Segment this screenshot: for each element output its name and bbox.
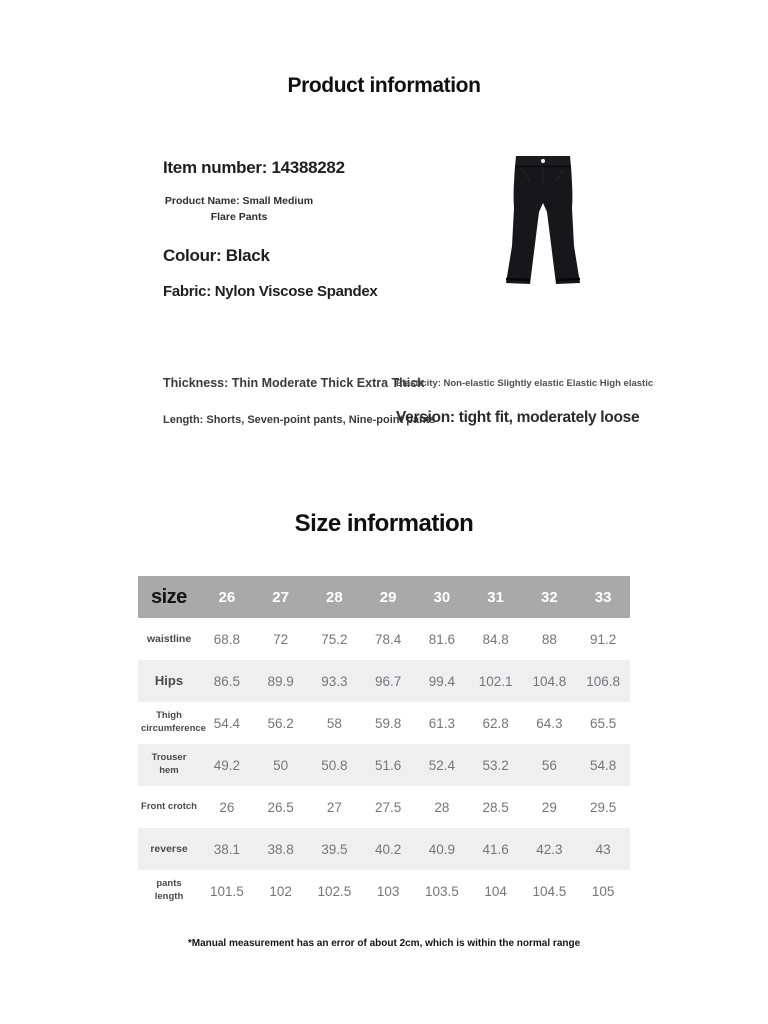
measurement-cell: 54.4 — [213, 715, 241, 731]
measurement-cell: 40.9 — [428, 841, 456, 857]
size-section-title: Size information — [294, 510, 474, 537]
product-info-section — [0, 148, 768, 367]
row-label: waistline — [146, 632, 192, 645]
row-label: reverse — [150, 842, 188, 855]
product-fields — [163, 158, 377, 300]
product-name-text: Product Name: Small Medium Flare Pants — [164, 195, 314, 223]
colour-text: Colour: Black — [163, 245, 270, 265]
size-column-header: 33 — [594, 588, 612, 606]
measurement-cell: 40.2 — [374, 841, 402, 857]
measurement-cell: 96.7 — [374, 673, 402, 689]
measurement-cell: 27.5 — [374, 799, 402, 815]
measurement-cell: 61.3 — [428, 715, 456, 731]
size-column-header: 31 — [487, 588, 504, 606]
measurement-cell: 84.8 — [482, 631, 509, 647]
table-row — [138, 870, 630, 912]
measurement-cell: 106.8 — [586, 673, 621, 689]
measurement-cell: 81.6 — [428, 631, 456, 647]
measurement-cell: 49.2 — [213, 757, 241, 773]
measurement-cell: 43 — [595, 841, 611, 857]
measurement-cell: 75.2 — [321, 631, 348, 647]
length-text: Length: Shorts, Seven-point pants, Nine-point pants — [163, 414, 436, 426]
measurement-cell: 59.8 — [374, 715, 402, 731]
row-label: Trouser hem — [151, 752, 187, 776]
measurement-cell: 42.3 — [536, 841, 563, 857]
elasticity-text: Elasticity: Non-elastic Slightly elastic Elastic High elastic — [396, 378, 654, 389]
measurement-cell: 29 — [541, 799, 557, 815]
measurement-cell: 65.5 — [589, 715, 617, 731]
measurement-cell: 26 — [219, 799, 235, 815]
measurement-cell: 53.2 — [482, 757, 509, 773]
measurement-cell: 89.9 — [267, 673, 294, 689]
measurement-cell: 105 — [591, 883, 615, 899]
size-column-header: 29 — [379, 588, 397, 606]
measurement-cell: 39.5 — [321, 841, 348, 857]
size-column-header: 32 — [541, 588, 558, 606]
measurement-cell: 54.8 — [589, 757, 617, 773]
measurement-cell: 50.8 — [321, 757, 348, 773]
measurement-cell: 91.2 — [589, 631, 617, 647]
measurement-cell: 56 — [541, 757, 557, 773]
measurement-cell: 29.5 — [589, 799, 617, 815]
page-title: Product information — [287, 74, 481, 97]
measurement-cell: 103.5 — [424, 883, 459, 899]
measurement-cell: 64.3 — [536, 715, 563, 731]
measurement-cell: 58 — [326, 715, 342, 731]
measurement-cell: 51.6 — [374, 757, 402, 773]
measurement-cell: 86.5 — [213, 673, 241, 689]
measurement-cell: 27 — [326, 799, 342, 815]
size-table — [138, 576, 630, 912]
table-row — [138, 828, 630, 870]
thickness-text: Thickness: Thin Moderate Thick Extra Thick — [163, 376, 425, 390]
size-column-header: 28 — [326, 588, 343, 606]
table-row — [138, 702, 630, 744]
item-number-text: Item number: 14388282 — [163, 158, 345, 177]
size-table-header-label: size — [151, 585, 187, 608]
size-table-header-row — [138, 576, 630, 618]
measurement-cell: 72 — [273, 631, 289, 647]
measurement-cell: 104.8 — [532, 673, 567, 689]
measurement-cell: 38.1 — [213, 841, 241, 857]
row-label: pants length — [154, 878, 184, 902]
size-column-header: 26 — [218, 588, 236, 606]
size-column-header: 27 — [272, 588, 289, 606]
measurement-cell: 50 — [273, 757, 289, 773]
measurement-cell: 28.5 — [482, 799, 509, 815]
measurement-footnote: *Manual measurement has an error of about 2cm, which is within the normal range — [187, 938, 581, 949]
measurement-cell: 68.8 — [213, 631, 241, 647]
measurement-cell: 99.4 — [428, 673, 456, 689]
measurement-cell: 88 — [541, 631, 557, 647]
measurement-cell: 103 — [376, 883, 400, 899]
measurement-cell: 28 — [434, 799, 450, 815]
row-label: Hips — [154, 673, 184, 689]
version-text: Version: tight fit, moderately loose — [396, 409, 640, 426]
row-label: Front crotch — [141, 800, 197, 812]
measurement-cell: 41.6 — [482, 841, 509, 857]
measurement-cell: 102.5 — [317, 883, 352, 899]
measurement-cell: 62.8 — [482, 715, 509, 731]
measurement-cell: 26.5 — [267, 799, 294, 815]
fabric-text: Fabric: Nylon Viscose Spandex — [163, 282, 378, 300]
measurement-cell: 93.3 — [321, 673, 348, 689]
measurement-cell: 104.5 — [532, 883, 567, 899]
measurement-cell: 102 — [269, 883, 292, 899]
measurement-cell: 38.8 — [267, 841, 294, 857]
product-image-flare-pants — [499, 150, 587, 292]
flare-pants-graphic — [499, 150, 587, 292]
measurement-cell: 78.4 — [374, 631, 402, 647]
size-column-header: 30 — [433, 588, 451, 606]
measurement-cell: 101.5 — [209, 883, 244, 899]
table-row — [138, 660, 630, 702]
row-label: Thigh circumference — [141, 710, 206, 734]
table-row — [138, 618, 630, 660]
measurement-cell: 104 — [484, 883, 507, 899]
attributes-section — [0, 367, 768, 442]
table-row — [138, 786, 630, 828]
measurement-cell: 56.2 — [267, 715, 294, 731]
measurement-cell: 102.1 — [478, 673, 513, 689]
table-row — [138, 744, 630, 786]
measurement-cell: 52.4 — [428, 757, 456, 773]
